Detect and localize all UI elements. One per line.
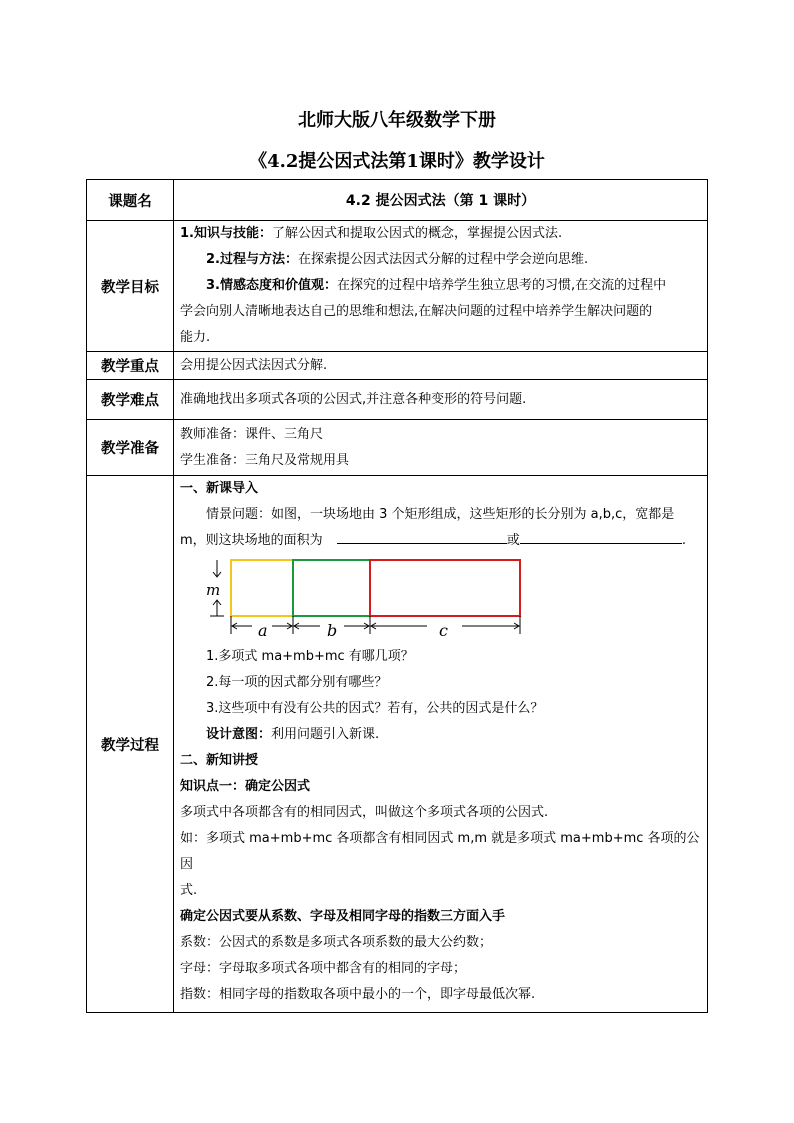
topic-label: 课题名 bbox=[87, 180, 174, 221]
process-content bbox=[174, 476, 708, 1013]
diff-text: 准确地找出多项式各项的公因式,并注意各种变形的符号问题. bbox=[180, 391, 527, 407]
row-topic bbox=[87, 180, 708, 221]
question-2: 2.每一项的因式都分别有哪些？ bbox=[206, 675, 388, 690]
diff-value bbox=[174, 380, 708, 420]
goal-2 bbox=[174, 247, 707, 273]
label-m: m bbox=[206, 581, 221, 599]
key-value bbox=[174, 352, 708, 380]
answer-blank-2 bbox=[520, 542, 682, 544]
goal-1-text: 了解公因式和提取公因式的概念，掌握提公因式法. bbox=[271, 226, 563, 241]
label-c: c bbox=[439, 621, 448, 640]
row-key bbox=[87, 352, 708, 380]
doc-title-line2: 《4.2提公因式法第1课时》教学设计 bbox=[249, 151, 545, 172]
knowledge-point-1: 知识点一：确定公因式 bbox=[180, 779, 311, 794]
goal-1-head: 1.知识与技能： bbox=[180, 226, 272, 241]
prep-teacher: 教师准备：课件、三角尺 bbox=[180, 426, 324, 442]
goal-3-text-a: 在探究的过程中培养学生独立思考的习惯,在交流的过程中 bbox=[336, 278, 667, 293]
question-1: 1.多项式 ma+mb+mc 有哪几项？ bbox=[206, 649, 414, 664]
label-b: b bbox=[327, 621, 338, 640]
scene-line-1: 情景问题：如图，一块场地由 3 个矩形组成，这些矩形的长分别为 a,b,c，宽都是 bbox=[206, 507, 675, 522]
definition: 多项式中各项都含有的相同因式，叫做这个多项式各项的公因式. bbox=[180, 805, 549, 820]
prep-content bbox=[174, 420, 708, 476]
goal-2-head: 2.过程与方法： bbox=[206, 252, 298, 267]
label-a: a bbox=[258, 621, 268, 640]
scene-line-2-or: 或 bbox=[506, 533, 520, 548]
rect-c bbox=[370, 560, 520, 616]
section-intro-heading: 一、新课导入 bbox=[180, 481, 259, 496]
topic-value: 4.2 提公因式法（第 1 课时） bbox=[174, 180, 708, 221]
rect-b bbox=[293, 560, 370, 616]
goal-content bbox=[174, 221, 708, 352]
scene-line-2-end: . bbox=[681, 533, 686, 548]
process-label: 教学过程 bbox=[87, 476, 174, 1013]
design-intent-head: 设计意图： bbox=[206, 727, 272, 742]
section-new-heading: 二、新知讲授 bbox=[180, 753, 259, 768]
design-intent-text: 利用问题引入新课. bbox=[271, 727, 380, 742]
answer-blank-1 bbox=[337, 542, 507, 544]
goal-label: 教学目标 bbox=[87, 221, 174, 352]
rectangle-figure-svg bbox=[202, 554, 532, 644]
rule-letter: 字母：字母取多项式各项中都含有的相同的字母； bbox=[180, 961, 467, 976]
doc-title-line1: 北师大版八年级数学下册 bbox=[298, 110, 496, 131]
diff-label: 教学难点 bbox=[87, 380, 174, 420]
row-process bbox=[87, 476, 708, 1013]
row-prep bbox=[87, 420, 708, 476]
goal-3 bbox=[174, 273, 707, 299]
rectangle-figure bbox=[202, 554, 707, 644]
row-goal bbox=[87, 221, 708, 352]
rule-exponent: 指数：相同字母的指数取各项中最小的一个，即字母最低次幂. bbox=[180, 987, 536, 1002]
prep-student: 学生准备：三角尺及常规用具 bbox=[180, 452, 350, 468]
scene-line-2-pre: m，则这块场地的面积为 bbox=[180, 533, 323, 548]
lesson-plan-table bbox=[86, 179, 708, 1013]
goal-1 bbox=[174, 221, 707, 247]
prep-label: 教学准备 bbox=[87, 420, 174, 476]
goal-3-head: 3.情感态度和价值观： bbox=[206, 278, 337, 293]
question-3: 3.这些项中有没有公共的因式？若有，公共的因式是什么？ bbox=[206, 701, 544, 716]
rule-coefficient: 系数：公因式的系数是多项式各项系数的最大公约数； bbox=[180, 935, 493, 950]
row-diff bbox=[87, 380, 708, 420]
goal-3-end: 能力. bbox=[180, 330, 211, 345]
goal-2-text: 在探索提公因式法因式分解的过程中学会逆向思维. bbox=[297, 252, 589, 267]
design-intent bbox=[174, 722, 707, 748]
rect-a bbox=[231, 560, 293, 616]
example-line-2: 式. bbox=[180, 883, 198, 898]
key-text: 会用提公因式法因式分解. bbox=[180, 357, 328, 373]
example-line-1: 如：多项式 ma+mb+mc 各项都含有相同因式 m,m 就是多项式 ma+mb+mc 各项的公因 bbox=[180, 831, 700, 872]
goal-3-cont: 学会向别人清晰地表达自己的思维和想法,在解决问题的过程中培养学生解决问题的 bbox=[180, 304, 653, 319]
rule-heading: 确定公因式要从系数、字母及相同字母的指数三方面入手 bbox=[180, 909, 506, 924]
scene-line-2 bbox=[174, 528, 707, 554]
key-label: 教学重点 bbox=[87, 352, 174, 380]
